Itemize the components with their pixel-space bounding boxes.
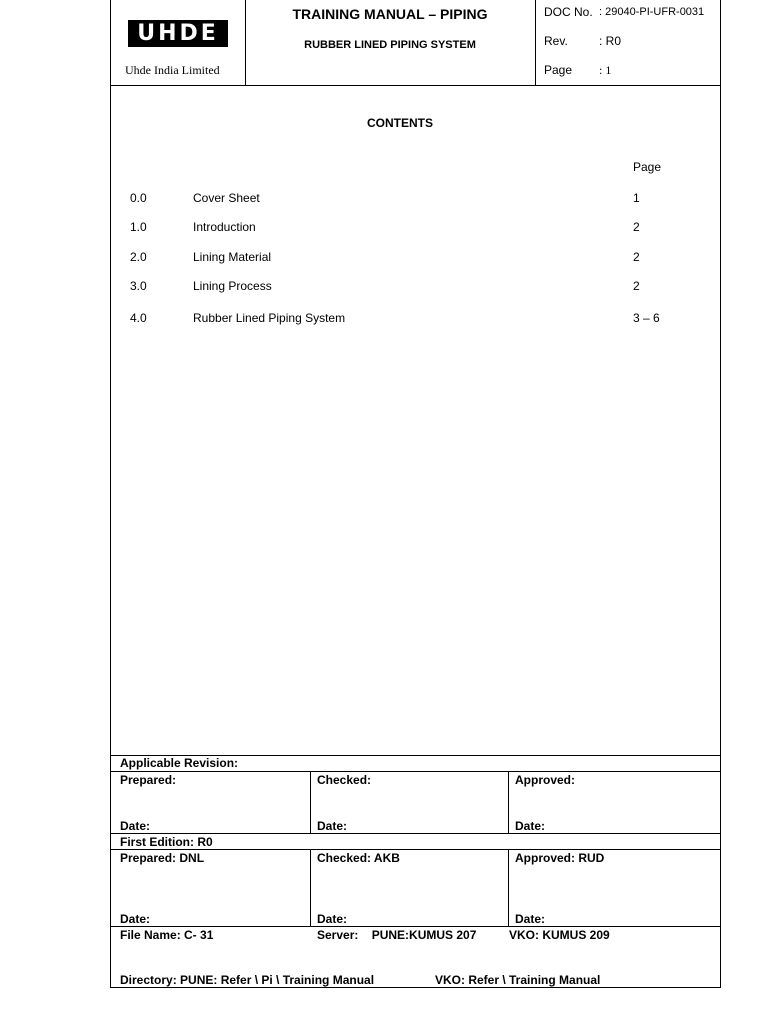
- date-label: Date:: [120, 912, 151, 926]
- header-divider-right: [535, 0, 536, 85]
- date-label: Date:: [515, 912, 546, 926]
- header-bottom-rule: [110, 85, 721, 86]
- server-pune: Server: PUNE:KUMUS 207: [317, 928, 477, 942]
- file-name: File Name: C- 31: [120, 928, 214, 942]
- prepared-label: Prepared:: [120, 773, 177, 787]
- item-number: 1.0: [130, 220, 147, 234]
- footer-col-divider: [508, 849, 509, 926]
- item-title: Lining Process: [193, 279, 272, 293]
- uhde-logo: UHDE: [128, 20, 228, 47]
- item-title: Cover Sheet: [193, 191, 260, 205]
- footer-rule-3: [110, 833, 721, 834]
- page-value: : 1: [599, 63, 612, 77]
- page-column-header: Page: [633, 160, 662, 174]
- prepared-by: Prepared: DNL: [120, 851, 205, 865]
- item-page: 1: [633, 191, 640, 205]
- footer-col-divider: [310, 771, 311, 833]
- item-page: 2: [633, 250, 640, 264]
- footer-col-divider: [508, 771, 509, 833]
- first-edition-label: First Edition: R0: [120, 835, 213, 849]
- checked-by: Checked: AKB: [317, 851, 400, 865]
- applicable-revision-label: Applicable Revision:: [120, 756, 239, 770]
- doc-no-value: : 29040-PI-UFR-0031: [599, 6, 705, 18]
- page-label: Page: [544, 63, 573, 77]
- document-subtitle: RUBBER LINED PIPING SYSTEM: [304, 39, 476, 51]
- item-page: 3 – 6: [633, 311, 660, 325]
- item-title: Introduction: [193, 220, 256, 234]
- directory-pune: Directory: PUNE: Refer \ Pi \ Training Manual: [120, 973, 375, 987]
- date-label: Date:: [515, 819, 546, 833]
- server-vko: VKO: KUMUS 209: [509, 928, 610, 942]
- item-page: 2: [633, 220, 640, 234]
- footer-rule-4: [110, 849, 721, 850]
- checked-label: Checked:: [317, 773, 372, 787]
- footer-rule-5: [110, 926, 721, 927]
- date-label: Date:: [120, 819, 151, 833]
- date-label: Date:: [317, 819, 348, 833]
- directory-vko: VKO: Refer \ Training Manual: [435, 973, 601, 987]
- rev-label: Rev.: [544, 34, 568, 48]
- company-name: Uhde India Limited: [125, 63, 220, 77]
- document-title: TRAINING MANUAL – PIPING: [292, 6, 488, 22]
- doc-no-label: DOC No.: [544, 5, 593, 19]
- date-label: Date:: [317, 912, 348, 926]
- footer-rule-2: [110, 771, 721, 772]
- rev-value: : R0: [599, 34, 622, 48]
- item-number: 4.0: [130, 311, 147, 325]
- item-number: 3.0: [130, 279, 147, 293]
- item-title: Lining Material: [193, 250, 272, 264]
- approved-label: Approved:: [515, 773, 575, 787]
- item-number: 0.0: [130, 191, 147, 205]
- item-title: Rubber Lined Piping System: [193, 311, 346, 325]
- item-page: 2: [633, 279, 640, 293]
- item-number: 2.0: [130, 250, 147, 264]
- contents-heading: CONTENTS: [367, 116, 433, 130]
- approved-by: Approved: RUD: [515, 851, 605, 865]
- footer-col-divider: [310, 849, 311, 926]
